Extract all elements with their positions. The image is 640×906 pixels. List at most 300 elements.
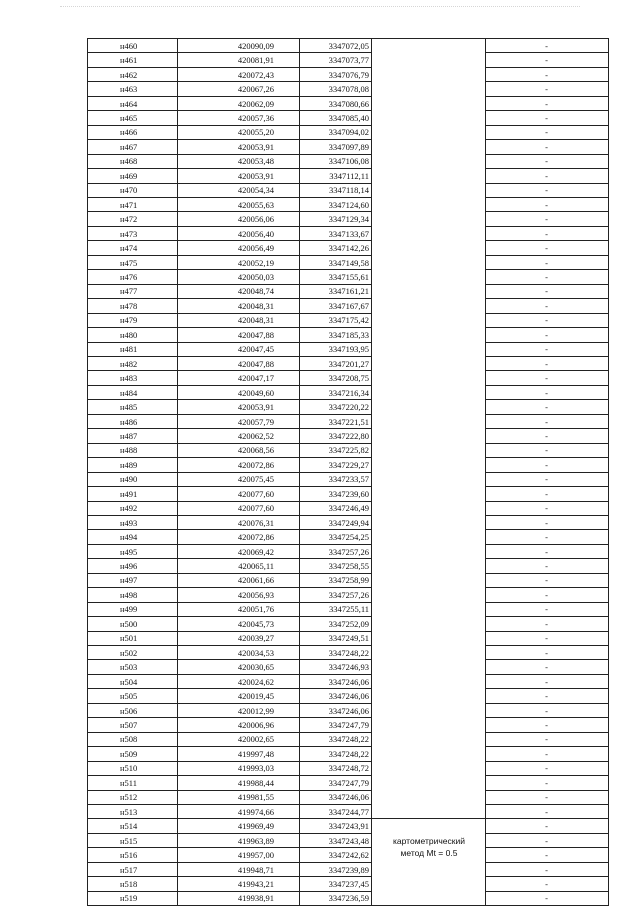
point-id-cell: н463 (88, 82, 178, 96)
x-coordinate-cell: 420050,03 (178, 270, 300, 284)
point-id-cell: н495 (88, 544, 178, 558)
y-coordinate-cell: 3347161,21 (300, 284, 372, 298)
y-coordinate-cell: 3347229,27 (300, 458, 372, 472)
table-row (88, 891, 609, 905)
y-coordinate-cell: 3347247,79 (300, 776, 372, 790)
method-cell (372, 660, 486, 674)
accuracy-cell: - (486, 891, 609, 905)
y-coordinate-cell: 3347237,45 (300, 877, 372, 891)
point-id-cell: н503 (88, 660, 178, 674)
x-coordinate-cell: 420053,91 (178, 169, 300, 183)
table-row (88, 559, 609, 573)
point-id-cell: н518 (88, 877, 178, 891)
point-id-cell: н481 (88, 342, 178, 356)
point-id-cell: н501 (88, 631, 178, 645)
accuracy-cell: - (486, 602, 609, 616)
x-coordinate-cell: 420067,26 (178, 82, 300, 96)
table-row (88, 67, 609, 81)
point-id-cell: н519 (88, 891, 178, 905)
method-cell (372, 631, 486, 645)
x-coordinate-cell: 420068,56 (178, 443, 300, 457)
accuracy-cell: - (486, 848, 609, 862)
x-coordinate-cell: 420055,20 (178, 125, 300, 139)
accuracy-cell: - (486, 255, 609, 269)
table-row (88, 313, 609, 327)
y-coordinate-cell: 3347216,34 (300, 385, 372, 399)
y-coordinate-cell: 3347248,72 (300, 761, 372, 775)
y-coordinate-cell: 3347244,77 (300, 805, 372, 819)
point-id-cell: н465 (88, 111, 178, 125)
y-coordinate-cell: 3347236,59 (300, 891, 372, 905)
x-coordinate-cell: 420061,66 (178, 573, 300, 587)
point-id-cell: н509 (88, 747, 178, 761)
method-cell (372, 674, 486, 688)
x-coordinate-cell: 420077,60 (178, 487, 300, 501)
table-row (88, 197, 609, 211)
point-id-cell: н480 (88, 328, 178, 342)
accuracy-cell: - (486, 776, 609, 790)
y-coordinate-cell: 3347220,22 (300, 400, 372, 414)
y-coordinate-cell: 3347142,26 (300, 241, 372, 255)
method-cell (372, 414, 486, 428)
accuracy-cell: - (486, 660, 609, 674)
point-id-cell: н468 (88, 154, 178, 168)
method-cell (372, 226, 486, 240)
method-cell (372, 96, 486, 110)
point-id-cell: н514 (88, 819, 178, 833)
method-cell (372, 646, 486, 660)
method-cell (372, 515, 486, 529)
x-coordinate-cell: 420039,27 (178, 631, 300, 645)
y-coordinate-cell: 3347258,55 (300, 559, 372, 573)
x-coordinate-cell: 420056,49 (178, 241, 300, 255)
point-id-cell: н472 (88, 212, 178, 226)
table-row (88, 530, 609, 544)
table-row (88, 646, 609, 660)
y-coordinate-cell: 3347255,11 (300, 602, 372, 616)
method-cell (372, 530, 486, 544)
x-coordinate-cell: 420072,43 (178, 67, 300, 81)
y-coordinate-cell: 3347221,51 (300, 414, 372, 428)
method-cell (372, 255, 486, 269)
method-cell (372, 689, 486, 703)
y-coordinate-cell: 3347246,06 (300, 790, 372, 804)
method-cell (372, 154, 486, 168)
point-id-cell: н491 (88, 487, 178, 501)
accuracy-cell: - (486, 125, 609, 139)
accuracy-cell: - (486, 458, 609, 472)
x-coordinate-cell: 420053,91 (178, 140, 300, 154)
point-id-cell: н504 (88, 674, 178, 688)
method-cell (372, 82, 486, 96)
y-coordinate-cell: 3347247,79 (300, 718, 372, 732)
table-row (88, 458, 609, 472)
coordinates-table (87, 38, 609, 906)
method-cell (372, 197, 486, 211)
method-cell (372, 67, 486, 81)
x-coordinate-cell: 420072,86 (178, 530, 300, 544)
accuracy-cell: - (486, 183, 609, 197)
x-coordinate-cell: 420062,09 (178, 96, 300, 110)
x-coordinate-cell: 420053,48 (178, 154, 300, 168)
y-coordinate-cell: 3347078,08 (300, 82, 372, 96)
point-id-cell: н477 (88, 284, 178, 298)
y-coordinate-cell: 3347155,61 (300, 270, 372, 284)
table-row (88, 226, 609, 240)
point-id-cell: н502 (88, 646, 178, 660)
y-coordinate-cell: 3347254,25 (300, 530, 372, 544)
y-coordinate-cell: 3347258,99 (300, 573, 372, 587)
y-coordinate-cell: 3347133,67 (300, 226, 372, 240)
accuracy-cell: - (486, 400, 609, 414)
method-cell (372, 761, 486, 775)
method-cell (372, 718, 486, 732)
accuracy-cell: - (486, 96, 609, 110)
point-id-cell: н485 (88, 400, 178, 414)
point-id-cell: н482 (88, 356, 178, 370)
point-id-cell: н508 (88, 732, 178, 746)
accuracy-cell: - (486, 515, 609, 529)
method-cell (372, 501, 486, 515)
y-coordinate-cell: 3347246,06 (300, 703, 372, 717)
method-cell (372, 241, 486, 255)
point-id-cell: н460 (88, 39, 178, 53)
table-row (88, 400, 609, 414)
table-row (88, 761, 609, 775)
y-coordinate-cell: 3347118,14 (300, 183, 372, 197)
point-id-cell: н496 (88, 559, 178, 573)
accuracy-cell: - (486, 833, 609, 847)
point-id-cell: н490 (88, 472, 178, 486)
point-id-cell: н488 (88, 443, 178, 457)
table-row (88, 776, 609, 790)
y-coordinate-cell: 3347185,33 (300, 328, 372, 342)
table-row (88, 443, 609, 457)
x-coordinate-cell: 420019,45 (178, 689, 300, 703)
method-label-line2: метод Mt = 0.5 (400, 848, 458, 858)
table-row (88, 241, 609, 255)
method-cell (372, 732, 486, 746)
y-coordinate-cell: 3347225,82 (300, 443, 372, 457)
point-id-cell: н469 (88, 169, 178, 183)
accuracy-cell: - (486, 790, 609, 804)
y-coordinate-cell: 3347248,22 (300, 747, 372, 761)
accuracy-cell: - (486, 385, 609, 399)
x-coordinate-cell: 420090,09 (178, 39, 300, 53)
x-coordinate-cell: 420053,91 (178, 400, 300, 414)
method-cell (372, 617, 486, 631)
x-coordinate-cell: 420075,45 (178, 472, 300, 486)
point-id-cell: н493 (88, 515, 178, 529)
point-id-cell: н486 (88, 414, 178, 428)
accuracy-cell: - (486, 689, 609, 703)
accuracy-cell: - (486, 877, 609, 891)
method-cell (372, 747, 486, 761)
table-row (88, 848, 609, 862)
table-row (88, 111, 609, 125)
table-row (88, 255, 609, 269)
accuracy-cell: - (486, 270, 609, 284)
y-coordinate-cell: 3347243,91 (300, 819, 372, 833)
x-coordinate-cell: 420045,73 (178, 617, 300, 631)
method-cell (372, 891, 486, 905)
point-id-cell: н487 (88, 429, 178, 443)
x-coordinate-cell: 420006,96 (178, 718, 300, 732)
accuracy-cell: - (486, 197, 609, 211)
table-row (88, 299, 609, 313)
point-id-cell: н471 (88, 197, 178, 211)
point-id-cell: н507 (88, 718, 178, 732)
x-coordinate-cell: 420047,88 (178, 356, 300, 370)
point-id-cell: н474 (88, 241, 178, 255)
table-row (88, 140, 609, 154)
point-id-cell: н475 (88, 255, 178, 269)
x-coordinate-cell: 420024,62 (178, 674, 300, 688)
method-cell (372, 703, 486, 717)
accuracy-cell: - (486, 588, 609, 602)
accuracy-cell: - (486, 241, 609, 255)
table-row (88, 573, 609, 587)
method-cell (372, 140, 486, 154)
method-label-line1: картометрический (393, 836, 465, 846)
x-coordinate-cell: 420057,79 (178, 414, 300, 428)
y-coordinate-cell: 3347167,67 (300, 299, 372, 313)
y-coordinate-cell: 3347193,95 (300, 342, 372, 356)
y-coordinate-cell: 3347201,27 (300, 356, 372, 370)
method-cell (372, 805, 486, 819)
accuracy-cell: - (486, 111, 609, 125)
method-cell (372, 429, 486, 443)
x-coordinate-cell: 419997,48 (178, 747, 300, 761)
x-coordinate-cell: 420048,31 (178, 299, 300, 313)
method-cell (372, 342, 486, 356)
table-row (88, 602, 609, 616)
method-cell (372, 270, 486, 284)
point-id-cell: н483 (88, 371, 178, 385)
x-coordinate-cell: 419969,49 (178, 819, 300, 833)
accuracy-cell: - (486, 53, 609, 67)
method-label (373, 835, 485, 859)
point-id-cell: н492 (88, 501, 178, 515)
x-coordinate-cell: 420069,42 (178, 544, 300, 558)
method-cell (372, 544, 486, 558)
accuracy-cell: - (486, 226, 609, 240)
method-cell (372, 472, 486, 486)
method-cell (372, 385, 486, 399)
x-coordinate-cell: 420076,31 (178, 515, 300, 529)
method-cell (372, 877, 486, 891)
table-row (88, 718, 609, 732)
x-coordinate-cell: 419981,55 (178, 790, 300, 804)
accuracy-cell: - (486, 631, 609, 645)
table-row (88, 125, 609, 139)
x-coordinate-cell: 420054,34 (178, 183, 300, 197)
x-coordinate-cell: 420057,36 (178, 111, 300, 125)
table-row (88, 790, 609, 804)
accuracy-cell: - (486, 747, 609, 761)
table-row (88, 270, 609, 284)
y-coordinate-cell: 3347149,58 (300, 255, 372, 269)
x-coordinate-cell: 419948,71 (178, 862, 300, 876)
method-cell (372, 328, 486, 342)
x-coordinate-cell: 420051,76 (178, 602, 300, 616)
point-id-cell: н473 (88, 226, 178, 240)
method-cell (372, 588, 486, 602)
table-row (88, 53, 609, 67)
point-id-cell: н516 (88, 848, 178, 862)
point-id-cell: н515 (88, 833, 178, 847)
point-id-cell: н513 (88, 805, 178, 819)
x-coordinate-cell: 420047,88 (178, 328, 300, 342)
point-id-cell: н470 (88, 183, 178, 197)
y-coordinate-cell: 3347246,49 (300, 501, 372, 515)
method-cell (372, 790, 486, 804)
y-coordinate-cell: 3347249,51 (300, 631, 372, 645)
table-row (88, 429, 609, 443)
x-coordinate-cell: 420002,65 (178, 732, 300, 746)
coordinates-table-body (88, 39, 609, 906)
accuracy-cell: - (486, 805, 609, 819)
x-coordinate-cell: 420056,93 (178, 588, 300, 602)
y-coordinate-cell: 3347076,79 (300, 67, 372, 81)
accuracy-cell: - (486, 371, 609, 385)
y-coordinate-cell: 3347124,60 (300, 197, 372, 211)
table-row (88, 674, 609, 688)
x-coordinate-cell: 419938,91 (178, 891, 300, 905)
method-cell (372, 573, 486, 587)
x-coordinate-cell: 420048,74 (178, 284, 300, 298)
x-coordinate-cell: 419988,44 (178, 776, 300, 790)
x-coordinate-cell: 420052,19 (178, 255, 300, 269)
x-coordinate-cell: 420081,91 (178, 53, 300, 67)
accuracy-cell: - (486, 487, 609, 501)
point-id-cell: н484 (88, 385, 178, 399)
method-cell (372, 371, 486, 385)
method-cell (372, 443, 486, 457)
accuracy-cell: - (486, 169, 609, 183)
method-cell (372, 559, 486, 573)
table-row (88, 819, 609, 833)
accuracy-cell: - (486, 617, 609, 631)
point-id-cell: н499 (88, 602, 178, 616)
method-cell (372, 458, 486, 472)
table-row (88, 487, 609, 501)
table-row (88, 805, 609, 819)
accuracy-cell: - (486, 212, 609, 226)
point-id-cell: н466 (88, 125, 178, 139)
x-coordinate-cell: 420049,60 (178, 385, 300, 399)
accuracy-cell: - (486, 313, 609, 327)
accuracy-cell: - (486, 154, 609, 168)
x-coordinate-cell: 420047,17 (178, 371, 300, 385)
method-cell (372, 284, 486, 298)
accuracy-cell: - (486, 761, 609, 775)
y-coordinate-cell: 3347239,89 (300, 862, 372, 876)
table-row (88, 284, 609, 298)
accuracy-cell: - (486, 429, 609, 443)
point-id-cell: н511 (88, 776, 178, 790)
y-coordinate-cell: 3347112,11 (300, 169, 372, 183)
table-row (88, 747, 609, 761)
table-row (88, 631, 609, 645)
y-coordinate-cell: 3347249,94 (300, 515, 372, 529)
x-coordinate-cell: 420072,86 (178, 458, 300, 472)
point-id-cell: н476 (88, 270, 178, 284)
method-cell (372, 39, 486, 53)
x-coordinate-cell: 419943,21 (178, 877, 300, 891)
y-coordinate-cell: 3347222,80 (300, 429, 372, 443)
point-id-cell: н464 (88, 96, 178, 110)
method-cell (372, 299, 486, 313)
method-cell (372, 602, 486, 616)
y-coordinate-cell: 3347248,22 (300, 732, 372, 746)
accuracy-cell: - (486, 530, 609, 544)
accuracy-cell: - (486, 703, 609, 717)
point-id-cell: н505 (88, 689, 178, 703)
accuracy-cell: - (486, 646, 609, 660)
x-coordinate-cell: 420056,40 (178, 226, 300, 240)
table-row (88, 877, 609, 891)
point-id-cell: н510 (88, 761, 178, 775)
y-coordinate-cell: 3347072,05 (300, 39, 372, 53)
y-coordinate-cell: 3347252,09 (300, 617, 372, 631)
y-coordinate-cell: 3347246,06 (300, 674, 372, 688)
accuracy-cell: - (486, 559, 609, 573)
accuracy-cell: - (486, 732, 609, 746)
y-coordinate-cell: 3347085,40 (300, 111, 372, 125)
point-id-cell: н498 (88, 588, 178, 602)
table-row (88, 39, 609, 53)
accuracy-cell: - (486, 82, 609, 96)
point-id-cell: н467 (88, 140, 178, 154)
method-cell (372, 776, 486, 790)
point-id-cell: н479 (88, 313, 178, 327)
table-row (88, 689, 609, 703)
method-cell (372, 313, 486, 327)
x-coordinate-cell: 419963,89 (178, 833, 300, 847)
x-coordinate-cell: 419957,00 (178, 848, 300, 862)
table-row (88, 342, 609, 356)
point-id-cell: н461 (88, 53, 178, 67)
table-row (88, 703, 609, 717)
y-coordinate-cell: 3347106,08 (300, 154, 372, 168)
x-coordinate-cell: 420065,11 (178, 559, 300, 573)
accuracy-cell: - (486, 501, 609, 515)
y-coordinate-cell: 3347239,60 (300, 487, 372, 501)
table-row (88, 183, 609, 197)
accuracy-cell: - (486, 718, 609, 732)
table-row (88, 212, 609, 226)
method-cell (372, 487, 486, 501)
x-coordinate-cell: 419993,03 (178, 761, 300, 775)
y-coordinate-cell: 3347246,93 (300, 660, 372, 674)
point-id-cell: н494 (88, 530, 178, 544)
x-coordinate-cell: 420056,06 (178, 212, 300, 226)
point-id-cell: н478 (88, 299, 178, 313)
accuracy-cell: - (486, 342, 609, 356)
point-id-cell: н497 (88, 573, 178, 587)
method-cell (372, 183, 486, 197)
method-cell (372, 53, 486, 67)
point-id-cell: н512 (88, 790, 178, 804)
accuracy-cell: - (486, 443, 609, 457)
accuracy-cell: - (486, 39, 609, 53)
method-cell (372, 169, 486, 183)
y-coordinate-cell: 3347208,75 (300, 371, 372, 385)
point-id-cell: н489 (88, 458, 178, 472)
y-coordinate-cell: 3347257,26 (300, 588, 372, 602)
accuracy-cell: - (486, 472, 609, 486)
